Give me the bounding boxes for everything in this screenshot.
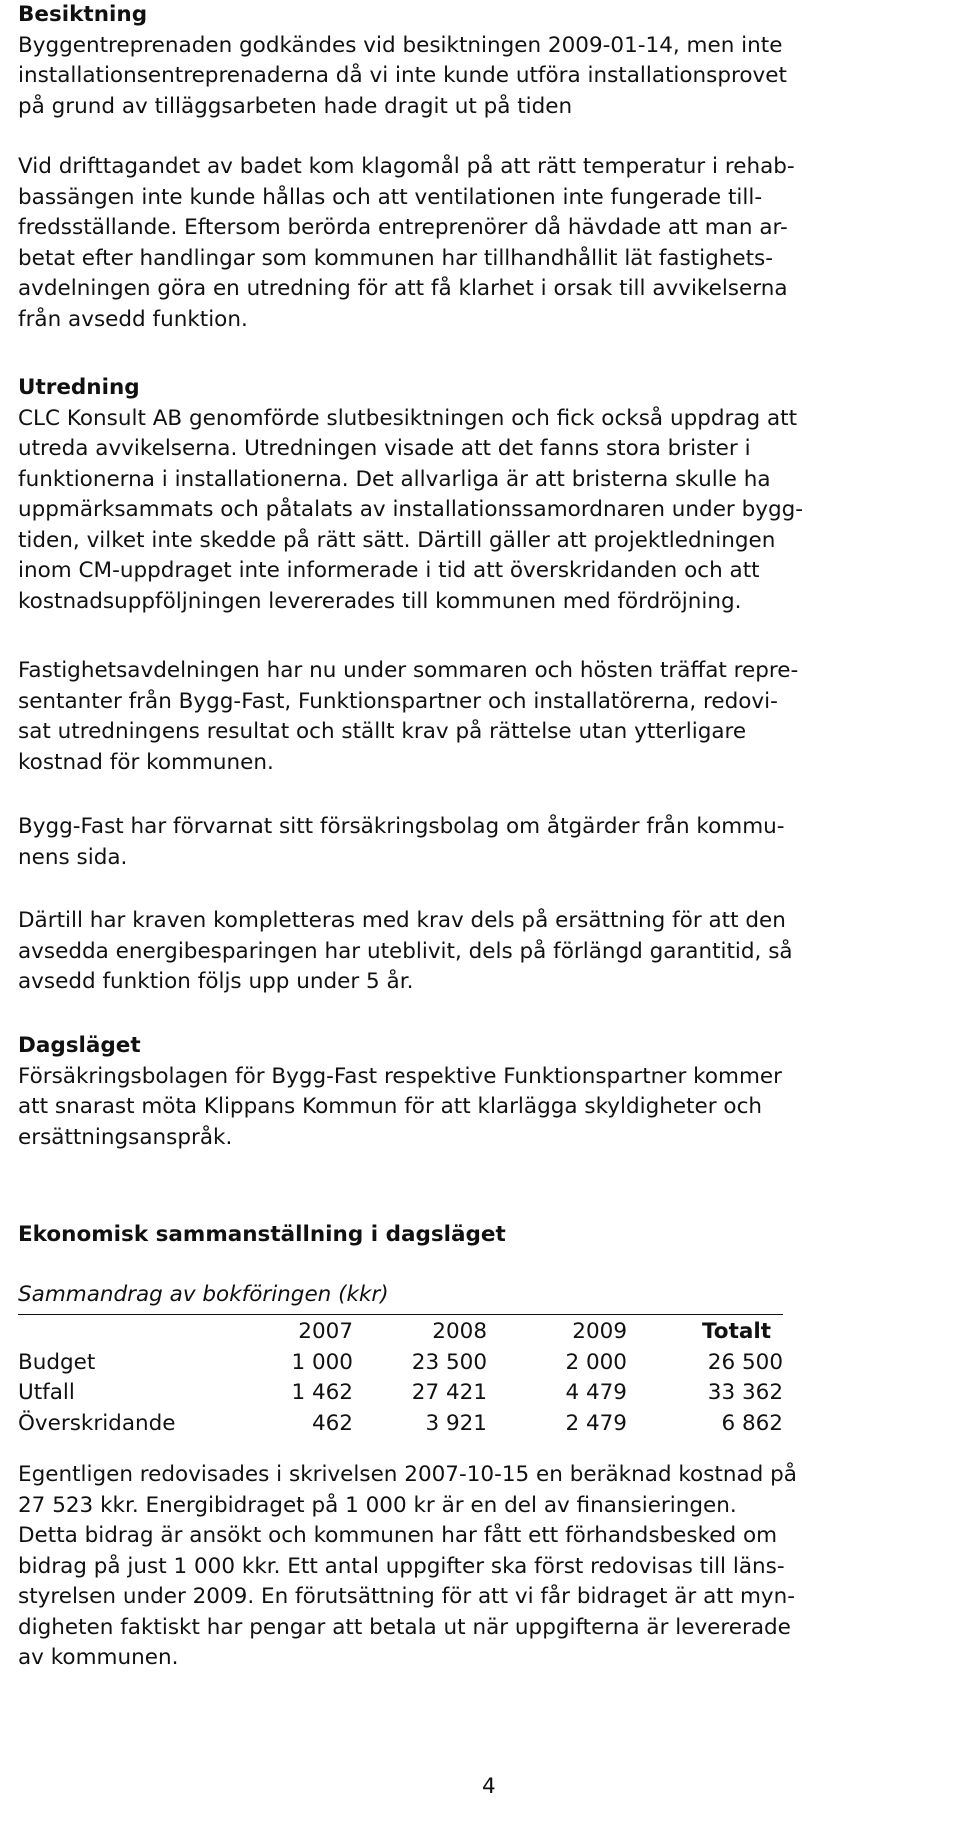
table-cell: 462 xyxy=(311,1410,353,1436)
table-cell: 6 862 xyxy=(721,1410,783,1436)
paragraph-drifttagandet xyxy=(18,152,948,335)
paragraph-line: Försäkringsbolagen för Bygg-Fast respektive Funktionspartner kommer xyxy=(18,1063,782,1089)
table-cell: 33 362 xyxy=(707,1380,783,1405)
paragraph-egentligen xyxy=(18,1460,948,1674)
paragraph-line: Egentligen redovisades i skrivelsen 2007-10-15 en beräknad kostnad på xyxy=(18,1462,797,1487)
paragraph-line: styrelsen under 2009. En förutsättning för att vi får bidraget är att myn- xyxy=(18,1584,796,1609)
paragraph-line: Fastighetsavdelningen har nu under sommaren och hösten träffat repre- xyxy=(18,658,799,683)
heading-besiktning: Besiktning xyxy=(18,2,148,27)
table-cell: 3 921 xyxy=(425,1410,487,1436)
table-cell: 1 000 xyxy=(291,1349,353,1375)
table-caption: Sammandrag av bokföringen (kkr) xyxy=(18,1282,389,1307)
paragraph-line: ersättningsanspråk. xyxy=(18,1124,233,1150)
table-cell: 23 500 xyxy=(411,1349,487,1375)
paragraph-line: betat efter handlingar som kommunen har tillhandhållit lät fastighets- xyxy=(18,245,773,271)
paragraph-line: Vid drifttagandet av badet kom klagomål på att rätt temperatur i rehab- xyxy=(18,154,795,179)
table-cell: 4 479 xyxy=(565,1380,627,1405)
paragraph-line: Detta bidrag är ansökt och kommunen har fått ett förhandsbesked om xyxy=(18,1523,778,1548)
document-page xyxy=(18,0,948,1826)
table-cell: 2 000 xyxy=(565,1349,627,1375)
table-header-row xyxy=(18,1317,783,1348)
paragraph-line: sentanter från Bygg-Fast, Funktionspartner och installatörerna, redovi- xyxy=(18,688,778,714)
paragraph-line: Byggentreprenaden godkändes vid besiktningen 2009-01-14, men inte xyxy=(18,32,783,58)
table-row xyxy=(18,1409,783,1440)
paragraph-line: Bygg-Fast har förvarnat sitt försäkringsbolag om åtgärder från kommu- xyxy=(18,814,785,839)
paragraph-line: 27 523 kkr. Energibidraget på 1 000 kr är en del av finansieringen. xyxy=(18,1492,737,1518)
paragraph-line: sat utredningens resultat och ställt krav på rättelse utan ytterligare xyxy=(18,719,747,744)
paragraph-line: Därtill har kraven kompletteras med krav dels på ersättning för att den xyxy=(18,908,786,933)
paragraph-line: avdelningen göra en utredning för att få klarhet i orsak till avvikelserna xyxy=(18,276,788,301)
paragraph-line: på grund av tilläggsarbeten hade dragit ut på tiden xyxy=(18,93,573,119)
table-cell: 26 500 xyxy=(707,1349,783,1375)
paragraph-line: bidrag på just 1 000 kkr. Ett antal uppgifter ska först redovisas till läns- xyxy=(18,1553,785,1579)
paragraph-line: inom CM-uppdraget inte informerade i tid att överskridanden och att xyxy=(18,558,760,583)
section-besiktning xyxy=(18,0,948,122)
table-cell: 1 462 xyxy=(291,1380,353,1405)
paragraph-line: kostnadsuppföljningen levererades till kommunen med fördröjning. xyxy=(18,588,742,614)
table-cell: 27 421 xyxy=(411,1380,487,1405)
paragraph-line: installationsentreprenaderna då vi inte kunde utföra installationsprovet xyxy=(18,63,787,88)
column-header-total: Totalt xyxy=(701,1319,771,1344)
row-label: Budget xyxy=(18,1349,96,1375)
paragraph-line: att snarast möta Klippans Kommun för att klarlägga skyldigheter och xyxy=(18,1094,763,1119)
paragraph-line: utreda avvikelserna. Utredningen visade att det fanns stora brister i xyxy=(18,436,751,461)
row-label: Utfall xyxy=(18,1380,75,1405)
paragraph-line: fredsställande. Eftersom berörda entreprenörer då hävdade att man ar- xyxy=(18,215,788,240)
accounting-table xyxy=(18,1317,783,1439)
section-dagslaget xyxy=(18,1031,948,1153)
paragraph-line: nens sida. xyxy=(18,844,128,870)
column-header: 2009 xyxy=(572,1319,627,1344)
table-rule xyxy=(18,1314,783,1315)
paragraph-line: avsedda energibesparingen har uteblivit, dels på förlängd garantitid, så xyxy=(18,938,793,964)
column-header: 2008 xyxy=(432,1319,487,1344)
paragraph-line: tiden, vilket inte skedde på rätt sätt. Därtill gäller att projektledningen xyxy=(18,527,776,553)
paragraph-line: bassängen inte kunde hållas och att ventilationen inte fungerade till- xyxy=(18,184,763,210)
paragraph-byggfast xyxy=(18,812,948,873)
paragraph-kraven xyxy=(18,906,948,998)
heading-ekonomi: Ekonomisk sammanställning i dagsläget xyxy=(18,1222,506,1247)
paragraph-line: digheten faktiskt har pengar att betala ut när uppgifterna är levererade xyxy=(18,1614,791,1640)
paragraph-line: CLC Konsult AB genomförde slutbesiktningen och fick också uppdrag att xyxy=(18,405,798,431)
paragraph-line: funktionerna i installationerna. Det allvarliga är att bristerna skulle ha xyxy=(18,466,771,492)
page-number: 4 xyxy=(482,1774,496,1799)
heading-utredning: Utredning xyxy=(18,375,140,400)
heading-dagslaget: Dagsläget xyxy=(18,1033,141,1058)
section-utredning xyxy=(18,373,948,617)
paragraph-line: avsedd funktion följs upp under 5 år. xyxy=(18,969,414,994)
table-cell: 2 479 xyxy=(565,1410,627,1436)
column-header: 2007 xyxy=(298,1319,353,1344)
paragraph-line: av kommunen. xyxy=(18,1645,179,1670)
paragraph-fastighetsavdelningen xyxy=(18,656,948,778)
table-row xyxy=(18,1348,783,1379)
table-row xyxy=(18,1378,783,1409)
row-label: Överskridande xyxy=(18,1410,176,1436)
paragraph-line: från avsedd funktion. xyxy=(18,306,248,332)
paragraph-line: kostnad för kommunen. xyxy=(18,749,274,775)
paragraph-line: uppmärksammats och påtalats av installationssamordnaren under bygg- xyxy=(18,497,804,522)
